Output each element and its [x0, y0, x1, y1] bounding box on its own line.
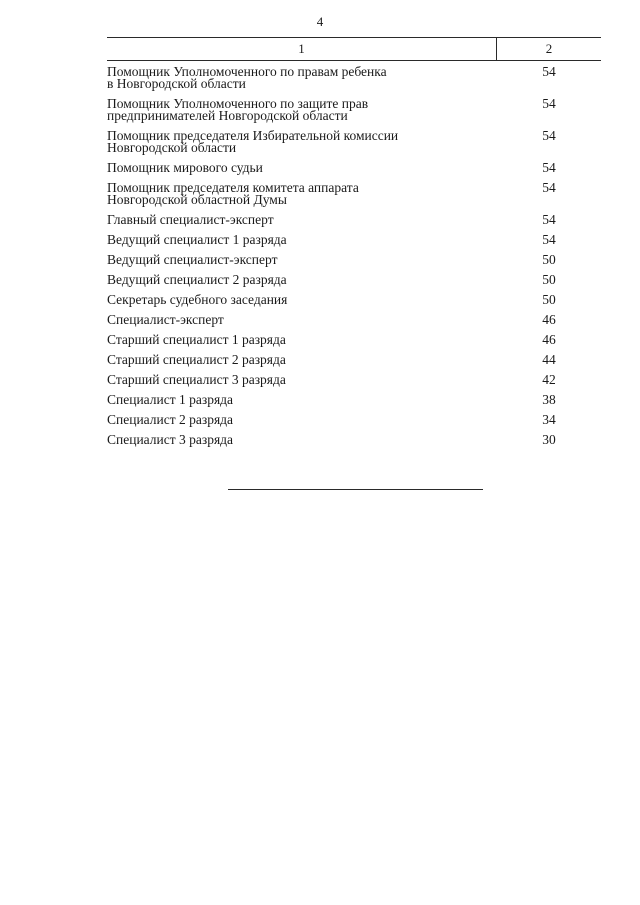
table-row	[107, 66, 601, 98]
position-name	[107, 314, 467, 326]
table-row	[107, 214, 601, 234]
position-value: 50	[542, 252, 556, 267]
table-row	[107, 294, 601, 314]
position-name	[107, 66, 467, 90]
position-name-line: Специалист-эксперт	[107, 312, 224, 327]
position-value: 54	[542, 212, 556, 227]
position-name-line: Старший специалист 1 разряда	[107, 332, 286, 347]
position-name	[107, 130, 467, 154]
position-name-line: Ведущий специалист 2 разряда	[107, 272, 287, 287]
position-name	[107, 98, 467, 122]
position-value: 46	[542, 312, 556, 327]
table-row	[107, 234, 601, 254]
table-row	[107, 182, 601, 214]
position-name	[107, 274, 467, 286]
position-name	[107, 414, 467, 426]
table-row	[107, 130, 601, 162]
position-name-line: предпринимателей Новгородской области	[107, 108, 348, 123]
position-name	[107, 234, 467, 246]
header-column-2: 2	[545, 41, 553, 56]
position-name	[107, 374, 467, 386]
position-name-line: Ведущий специалист-эксперт	[107, 252, 278, 267]
position-value: 30	[542, 432, 556, 447]
position-value: 34	[542, 412, 556, 427]
position-name-line: Помощник председателя Избирательной комиссии	[107, 128, 399, 143]
position-name-line: Специалист 1 разряда	[107, 392, 234, 407]
table-row	[107, 274, 601, 294]
closing-rule	[228, 489, 483, 490]
position-value: 42	[542, 372, 556, 387]
table-row	[107, 254, 601, 274]
position-name	[107, 334, 467, 346]
position-name	[107, 354, 467, 366]
position-value: 54	[542, 232, 556, 247]
table-row	[107, 374, 601, 394]
position-name	[107, 214, 467, 226]
position-value: 54	[542, 128, 556, 143]
table-row	[107, 354, 601, 374]
position-value: 50	[542, 272, 556, 287]
page-number: 4	[316, 14, 324, 29]
positions-table	[107, 37, 601, 454]
position-value: 50	[542, 292, 556, 307]
position-name	[107, 162, 467, 174]
table-row	[107, 394, 601, 414]
position-value: 54	[542, 160, 556, 175]
table-header	[107, 37, 601, 61]
position-name-line: Старший специалист 2 разряда	[107, 352, 286, 367]
position-name-line: Специалист 2 разряда	[107, 412, 234, 427]
position-value: 54	[542, 96, 556, 111]
table-row	[107, 334, 601, 354]
table-row	[107, 434, 601, 454]
position-name-line: Специалист 3 разряда	[107, 432, 234, 447]
position-value: 54	[542, 64, 556, 79]
position-value: 46	[542, 332, 556, 347]
table-row	[107, 414, 601, 434]
position-name-line: Ведущий специалист 1 разряда	[107, 232, 287, 247]
table-row	[107, 314, 601, 334]
position-name-line: Старший специалист 3 разряда	[107, 372, 286, 387]
position-name	[107, 182, 467, 206]
position-name-line: в Новгородской области	[107, 76, 246, 91]
position-name-line: Секретарь судебного заседания	[107, 292, 288, 307]
position-name-line: Новгородской областной Думы	[107, 192, 287, 207]
position-name	[107, 434, 467, 446]
table-row	[107, 98, 601, 130]
header-column-1: 1	[298, 41, 305, 56]
position-name-line: Помощник Уполномоченного по защите прав	[107, 96, 369, 111]
position-value: 38	[542, 392, 556, 407]
position-name-line: Помощник Уполномоченного по правам ребенка	[107, 64, 387, 79]
position-name	[107, 294, 467, 306]
position-name-line: Новгородской области	[107, 140, 237, 155]
table-body	[107, 66, 601, 454]
position-name	[107, 254, 467, 266]
position-name	[107, 394, 467, 406]
position-name-line: Помощник председателя комитета аппарата	[107, 180, 359, 195]
position-value: 54	[542, 180, 556, 195]
table-row	[107, 162, 601, 182]
position-name-line: Главный специалист-эксперт	[107, 212, 274, 227]
position-value: 44	[542, 352, 556, 367]
position-name-line: Помощник мирового судьи	[107, 160, 263, 175]
